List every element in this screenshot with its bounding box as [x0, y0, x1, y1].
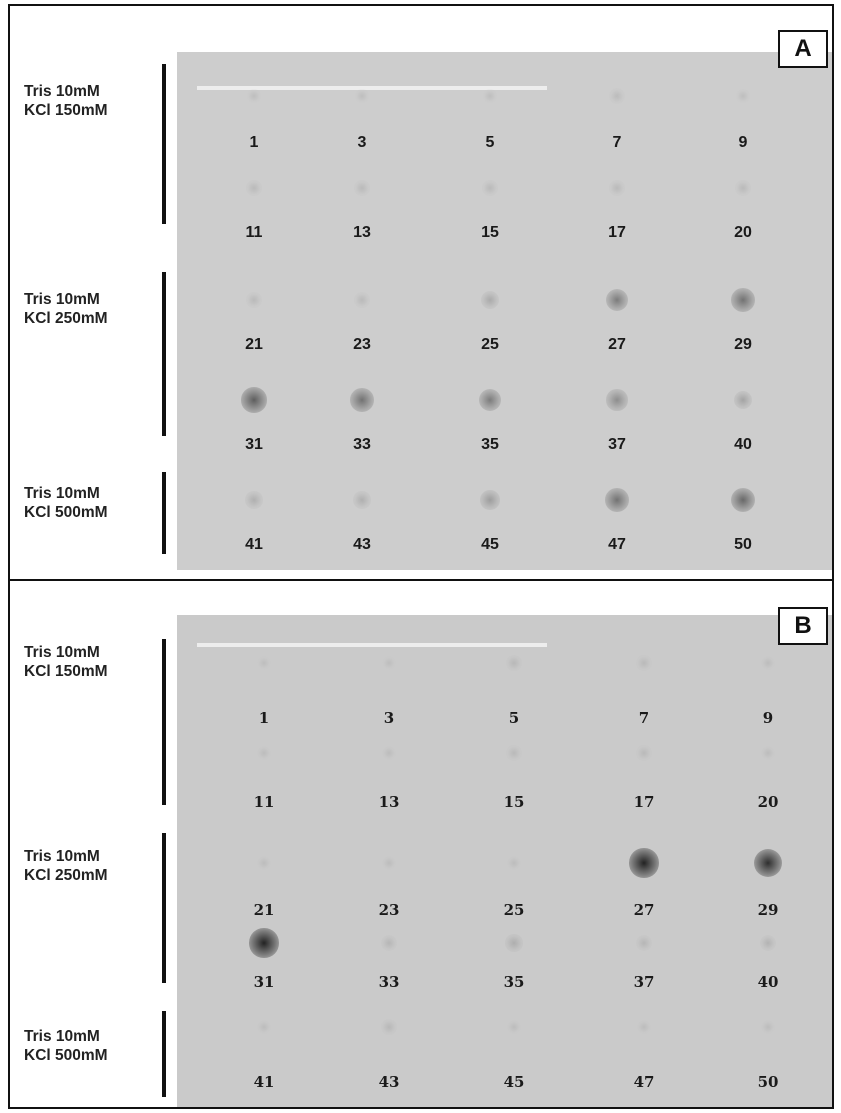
condition-label: Tris 10mM KCl 150mM — [24, 644, 108, 680]
sample-number: 3 — [357, 134, 367, 151]
sample-number: 33 — [378, 973, 400, 991]
sample-number: 20 — [734, 224, 752, 241]
blot-spot — [354, 180, 370, 196]
sample-number: 45 — [481, 536, 499, 553]
sample-number: 11 — [253, 793, 275, 811]
blot-spot — [246, 292, 262, 308]
blot-spot — [636, 745, 651, 760]
sample-number: 17 — [633, 793, 655, 811]
sample-number: 50 — [757, 1073, 779, 1091]
condition-label: Tris 10mM KCl 250mM — [24, 291, 108, 327]
condition-bracket — [162, 472, 166, 554]
blot-spot — [246, 180, 262, 196]
sample-number: 35 — [503, 973, 525, 991]
blot-spot — [381, 935, 397, 951]
blot-spot — [731, 288, 755, 312]
blot-spot — [241, 387, 266, 412]
sample-number: 1 — [258, 709, 270, 727]
blot-spot — [636, 935, 652, 951]
blot-spot — [505, 934, 522, 951]
blot-image-b — [177, 615, 832, 1107]
sample-number: 29 — [757, 901, 779, 919]
sample-number: 37 — [608, 436, 626, 453]
sample-number: 13 — [353, 224, 371, 241]
sample-number: 23 — [378, 901, 400, 919]
panel-a — [10, 6, 832, 579]
blot-spot — [249, 928, 278, 957]
panel-label: B — [778, 607, 828, 645]
sample-number: 9 — [762, 709, 774, 727]
condition-label: Tris 10mM KCl 500mM — [24, 1028, 108, 1064]
sample-number: 40 — [734, 436, 752, 453]
condition-bracket — [162, 1011, 166, 1097]
condition-label: Tris 10mM KCl 250mM — [24, 848, 108, 884]
sample-number: 7 — [638, 709, 650, 727]
sample-number: 35 — [481, 436, 499, 453]
sample-number: 37 — [633, 973, 655, 991]
sample-number: 13 — [378, 793, 400, 811]
condition-bracket — [162, 639, 166, 805]
sample-number: 17 — [608, 224, 626, 241]
blot-spot — [609, 180, 625, 196]
sample-number: 3 — [383, 709, 395, 727]
sample-number: 5 — [485, 134, 495, 151]
sample-number: 15 — [481, 224, 499, 241]
sample-number: 21 — [245, 336, 263, 353]
sample-number: 1 — [249, 134, 259, 151]
blot-spot — [481, 291, 499, 309]
panel-b — [10, 581, 832, 1107]
sample-number: 41 — [245, 536, 263, 553]
blot-spot — [636, 655, 651, 670]
sample-number: 40 — [757, 973, 779, 991]
sample-number: 47 — [608, 536, 626, 553]
sample-number: 29 — [734, 336, 752, 353]
sample-number: 21 — [253, 901, 275, 919]
blot-spot — [480, 490, 500, 510]
sample-number: 33 — [353, 436, 371, 453]
condition-bracket — [162, 64, 166, 224]
sample-number: 5 — [508, 709, 520, 727]
blot-spot — [482, 180, 498, 196]
condition-label: Tris 10mM KCl 150mM — [24, 83, 108, 119]
sample-number: 41 — [253, 1073, 275, 1091]
sample-number: 27 — [608, 336, 626, 353]
blot-spot — [506, 655, 522, 671]
sample-number: 25 — [481, 336, 499, 353]
condition-bracket — [162, 833, 166, 983]
blot-header-strip — [197, 643, 547, 647]
condition-label: Tris 10mM KCl 500mM — [24, 485, 108, 521]
blot-spot — [629, 848, 658, 877]
sample-number: 45 — [503, 1073, 525, 1091]
sample-number: 27 — [633, 901, 655, 919]
blot-spot — [350, 388, 374, 412]
sample-number: 11 — [245, 224, 263, 241]
sample-number: 20 — [757, 793, 779, 811]
sample-number: 31 — [253, 973, 275, 991]
blot-spot — [506, 745, 521, 760]
blot-spot — [735, 180, 751, 196]
blot-spot — [606, 389, 627, 410]
figure — [8, 4, 834, 1109]
sample-number: 31 — [245, 436, 263, 453]
sample-number: 50 — [734, 536, 752, 553]
sample-number: 23 — [353, 336, 371, 353]
sample-number: 25 — [503, 901, 525, 919]
sample-number: 9 — [738, 134, 748, 151]
blot-spot — [381, 1019, 397, 1035]
blot-spot — [245, 491, 262, 508]
sample-number: 47 — [633, 1073, 655, 1091]
sample-number: 15 — [503, 793, 525, 811]
blot-spot — [354, 292, 370, 308]
sample-number: 7 — [612, 134, 622, 151]
sample-number: 43 — [353, 536, 371, 553]
condition-bracket — [162, 272, 166, 436]
blot-spot — [353, 491, 370, 508]
blot-spot — [605, 488, 629, 512]
blot-spot — [609, 88, 624, 103]
panel-label: A — [778, 30, 828, 68]
sample-number: 43 — [378, 1073, 400, 1091]
